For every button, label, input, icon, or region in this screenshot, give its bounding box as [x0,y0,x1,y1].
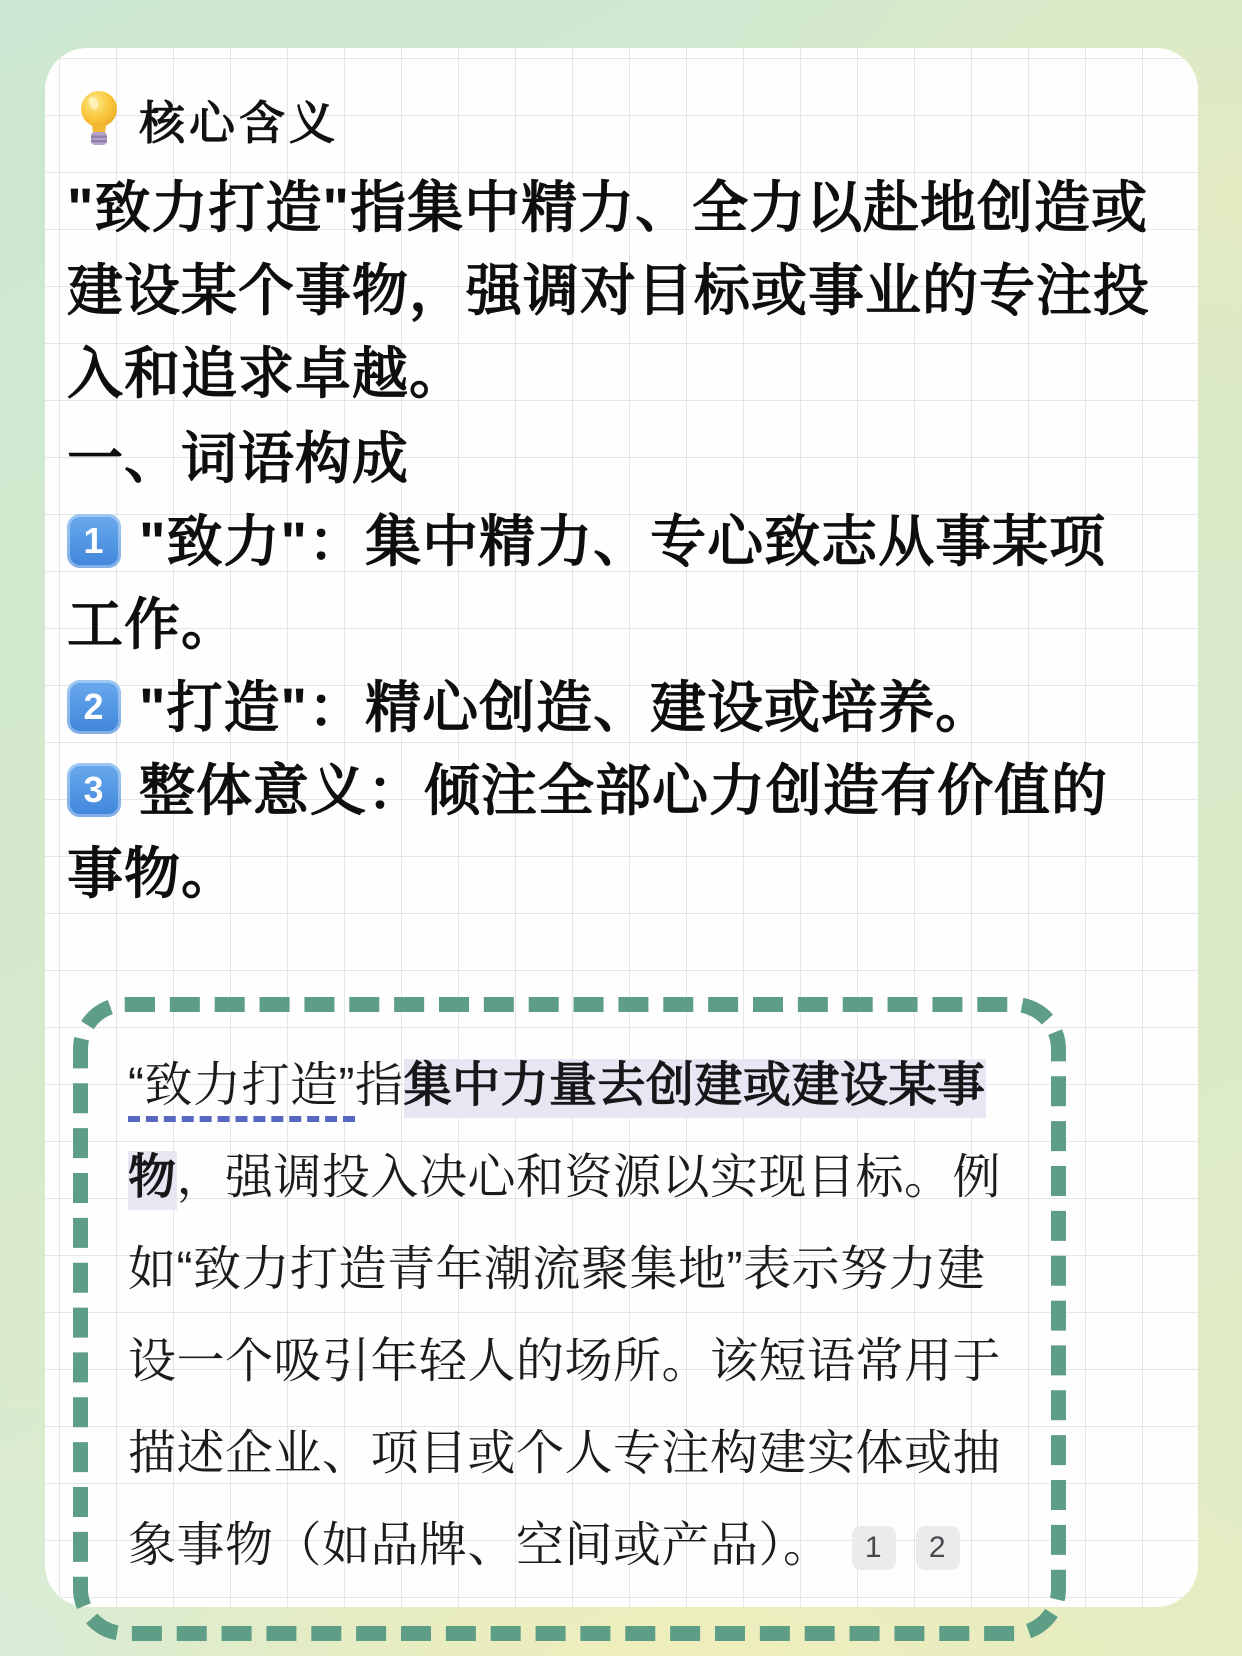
page-title: 核心含义 [139,97,339,149]
title-row [79,88,1152,152]
citation-badge-2[interactable]: 2 [916,1526,960,1570]
citation-badge-1[interactable]: 1 [852,1526,896,1570]
keycap-3-icon: 3 [67,763,121,817]
keycap-2-icon: 2 [67,680,121,734]
word-item-2 [67,666,1152,749]
quote-term: “致力打造” [128,1059,355,1122]
intro-paragraph: "致力打造"指集中精力、全力以赴地创造或建设某个事物，强调对目标或事业的专注投入和追求卓越。 [67,176,1150,405]
quote-connector: 指 [354,1059,404,1112]
quote-box [73,997,1066,1641]
word-item-1-text: "致力"：集中精力、专心致志从事某项工作。 [67,510,1107,656]
quote-highlight: 集中力量去创建或建设某事物 [128,1059,986,1204]
section-heading: 一、词语构成 [67,427,409,490]
word-item-3 [67,749,1152,915]
quote-paragraph [128,1040,1011,1592]
word-item-3-text: 整体意义：倾注全部心力创造有价值的事物。 [67,759,1108,905]
note-card [45,48,1198,1607]
quote-rest: ，强调投入决心和资源以实现目标。例如“致力打造青年潮流聚集地”表示努力建设一个吸引年轻人的场所。该短语常用于描述企业、项目或个人专注构建实体或抽象事物（如品牌、空间或产品）。 [128,1151,1002,1572]
keycap-1-icon: 1 [67,514,121,568]
lightbulb-icon [79,89,119,151]
word-item-2-text: "打造"：精心创造、建设或培养。 [139,676,993,739]
word-item-1 [67,500,1152,666]
